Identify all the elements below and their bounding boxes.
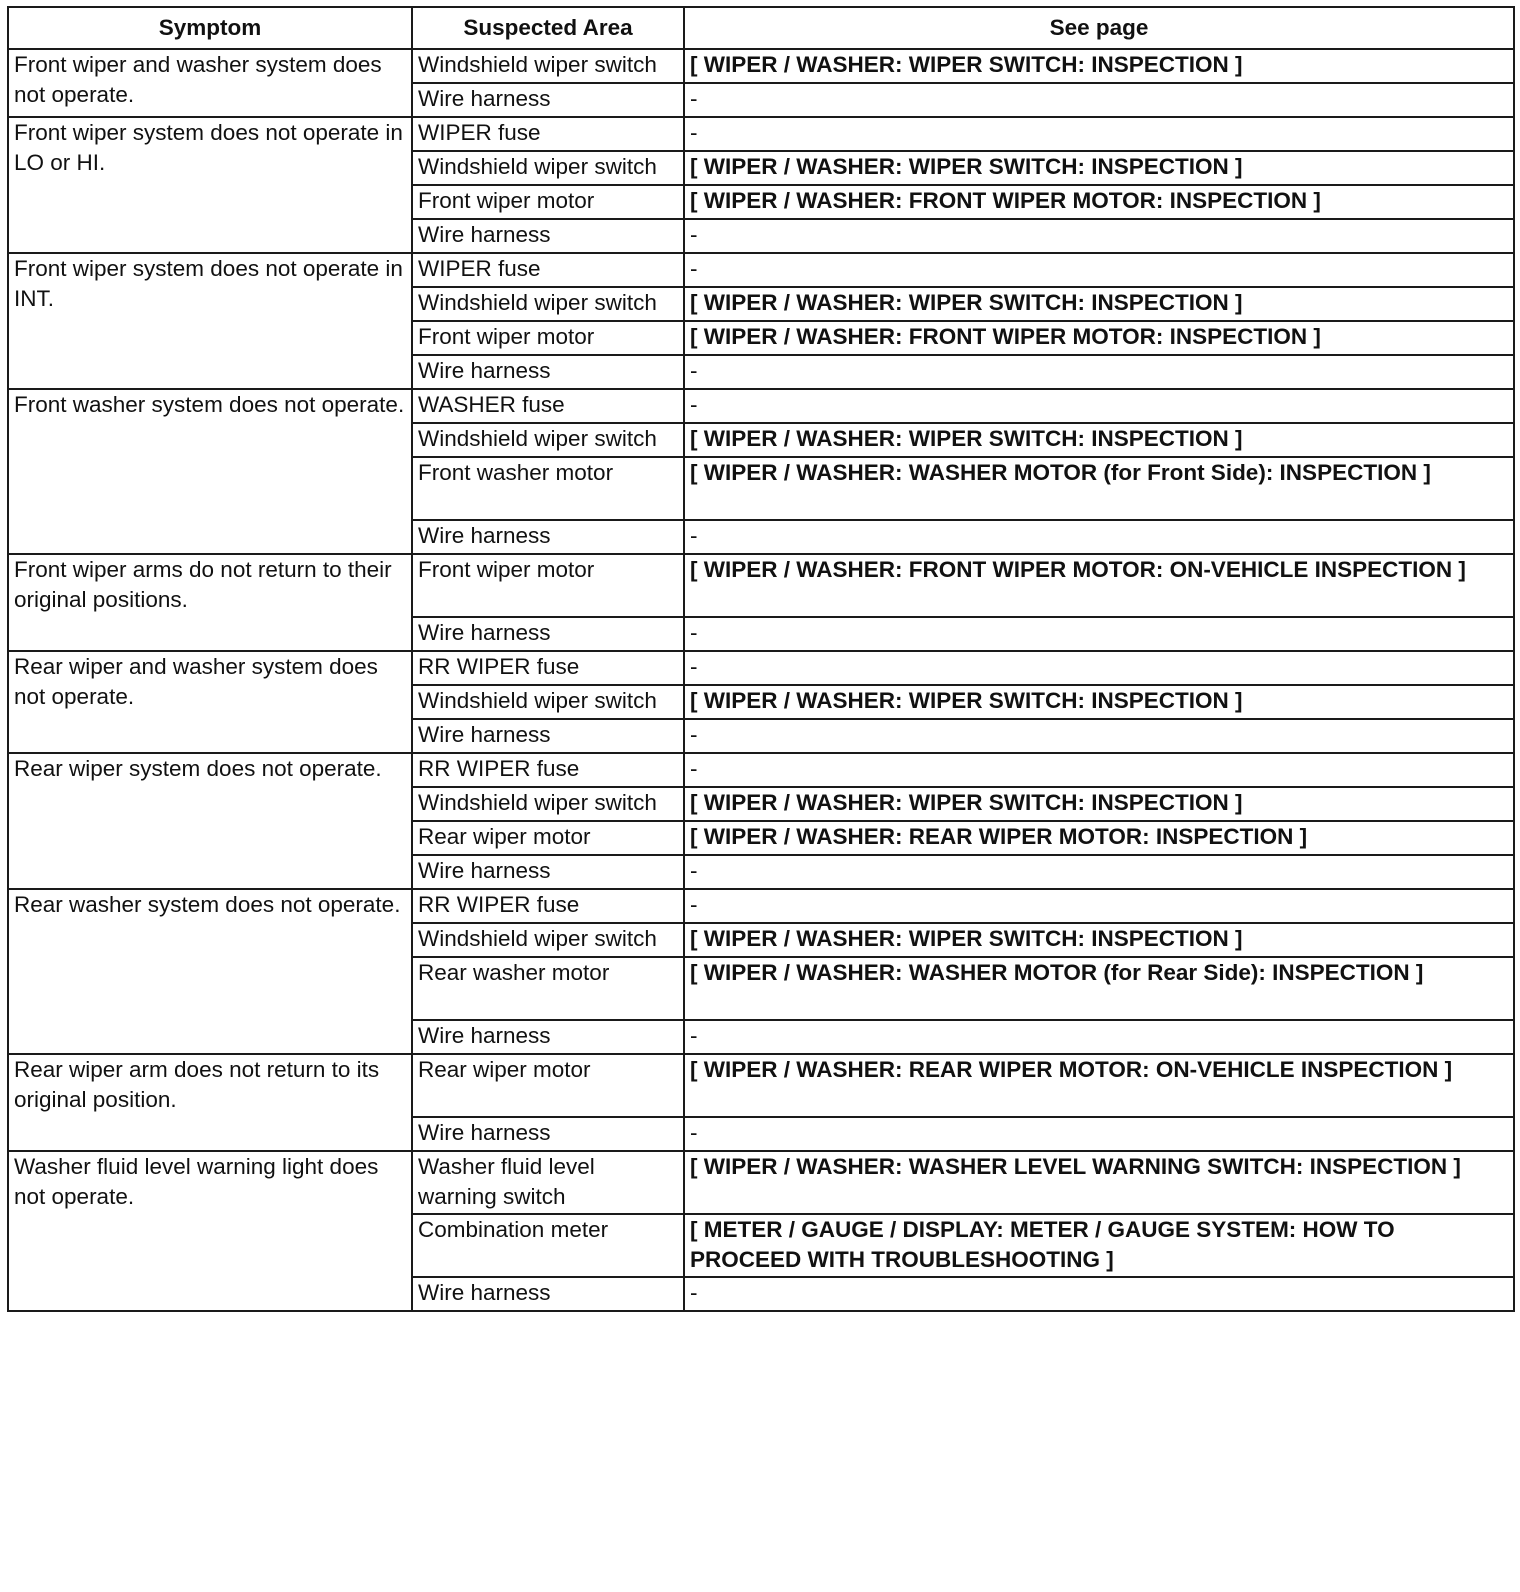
table-row — [8, 554, 1514, 617]
suspected-area-cell: Washer fluid level warning switch — [412, 1151, 684, 1214]
suspected-area-cell: Combination meter — [412, 1214, 684, 1277]
suspected-area-cell: Windshield wiper switch — [412, 151, 684, 185]
table-row — [8, 753, 1514, 787]
suspected-area-cell: Windshield wiper switch — [412, 49, 684, 83]
see-page-link[interactable]: [ WIPER / WASHER: WIPER SWITCH: INSPECTION ] — [684, 923, 1514, 957]
header-row — [8, 7, 1514, 49]
see-page-cell: - — [684, 219, 1514, 253]
see-page-link[interactable]: [ WIPER / WASHER: WASHER MOTOR (for Rear Side): INSPECTION ] — [684, 957, 1514, 1020]
see-page-link[interactable]: [ WIPER / WASHER: WIPER SWITCH: INSPECTION ] — [684, 787, 1514, 821]
suspected-area-cell: Wire harness — [412, 1020, 684, 1054]
see-page-cell: - — [684, 855, 1514, 889]
troubleshooting-table — [7, 6, 1515, 1312]
see-page-link[interactable]: [ WIPER / WASHER: WIPER SWITCH: INSPECTION ] — [684, 685, 1514, 719]
table-row — [8, 117, 1514, 151]
symptom-cell: Rear washer system does not operate. — [8, 889, 412, 1054]
see-page-link[interactable]: [ WIPER / WASHER: FRONT WIPER MOTOR: INSPECTION ] — [684, 185, 1514, 219]
see-page-cell: - — [684, 83, 1514, 117]
suspected-area-cell: WIPER fuse — [412, 117, 684, 151]
suspected-area-cell: Wire harness — [412, 219, 684, 253]
table-row — [8, 889, 1514, 923]
suspected-area-cell: Windshield wiper switch — [412, 923, 684, 957]
see-page-link[interactable]: [ WIPER / WASHER: FRONT WIPER MOTOR: ON-VEHICLE INSPECTION ] — [684, 554, 1514, 617]
suspected-area-cell: Rear washer motor — [412, 957, 684, 1020]
suspected-area-cell: Wire harness — [412, 617, 684, 651]
suspected-area-cell: Windshield wiper switch — [412, 685, 684, 719]
table-row — [8, 49, 1514, 83]
symptom-cell: Front wiper arms do not return to their original positions. — [8, 554, 412, 651]
see-page-link[interactable]: [ WIPER / WASHER: REAR WIPER MOTOR: ON-VEHICLE INSPECTION ] — [684, 1054, 1514, 1117]
suspected-area-cell: Front wiper motor — [412, 554, 684, 617]
see-page-cell: - — [684, 117, 1514, 151]
suspected-area-cell: WASHER fuse — [412, 389, 684, 423]
suspected-area-cell: Front wiper motor — [412, 185, 684, 219]
symptom-cell: Rear wiper and washer system does not operate. — [8, 651, 412, 753]
table-body — [8, 49, 1514, 1311]
suspected-area-cell: RR WIPER fuse — [412, 651, 684, 685]
see-page-cell: - — [684, 389, 1514, 423]
suspected-area-cell: Rear wiper motor — [412, 1054, 684, 1117]
suspected-area-cell: WIPER fuse — [412, 253, 684, 287]
see-page-cell: - — [684, 753, 1514, 787]
suspected-area-cell: Windshield wiper switch — [412, 423, 684, 457]
see-page-cell: - — [684, 889, 1514, 923]
suspected-area-cell: Wire harness — [412, 1277, 684, 1311]
suspected-area-cell: Front wiper motor — [412, 321, 684, 355]
symptom-cell: Rear wiper system does not operate. — [8, 753, 412, 889]
symptom-cell: Washer fluid level warning light does not operate. — [8, 1151, 412, 1311]
table-row — [8, 651, 1514, 685]
suspected-area-cell: Wire harness — [412, 83, 684, 117]
see-page-cell: - — [684, 651, 1514, 685]
suspected-area-cell: Rear wiper motor — [412, 821, 684, 855]
suspected-area-cell: Windshield wiper switch — [412, 287, 684, 321]
suspected-area-cell: RR WIPER fuse — [412, 889, 684, 923]
see-page-link[interactable]: [ WIPER / WASHER: WIPER SWITCH: INSPECTION ] — [684, 287, 1514, 321]
see-page-cell: - — [684, 719, 1514, 753]
see-page-link[interactable]: [ WIPER / WASHER: FRONT WIPER MOTOR: INSPECTION ] — [684, 321, 1514, 355]
suspected-area-cell: Front washer motor — [412, 457, 684, 520]
see-page-cell: - — [684, 253, 1514, 287]
see-page-cell: - — [684, 617, 1514, 651]
header-see-page: See page — [684, 7, 1514, 49]
suspected-area-cell: Wire harness — [412, 855, 684, 889]
symptom-cell: Front wiper and washer system does not operate. — [8, 49, 412, 117]
see-page-link[interactable]: [ WIPER / WASHER: WASHER LEVEL WARNING SWITCH: INSPECTION ] — [684, 1151, 1514, 1214]
troubleshooting-table-container — [7, 6, 1513, 1312]
see-page-link[interactable]: [ WIPER / WASHER: REAR WIPER MOTOR: INSPECTION ] — [684, 821, 1514, 855]
suspected-area-cell: RR WIPER fuse — [412, 753, 684, 787]
symptom-cell: Front washer system does not operate. — [8, 389, 412, 554]
suspected-area-cell: Windshield wiper switch — [412, 787, 684, 821]
symptom-cell: Front wiper system does not operate in LO or HI. — [8, 117, 412, 253]
symptom-cell: Rear wiper arm does not return to its original position. — [8, 1054, 412, 1151]
see-page-link[interactable]: [ WIPER / WASHER: WIPER SWITCH: INSPECTION ] — [684, 49, 1514, 83]
see-page-cell: - — [684, 520, 1514, 554]
see-page-cell: - — [684, 355, 1514, 389]
table-row — [8, 1054, 1514, 1117]
see-page-cell: - — [684, 1277, 1514, 1311]
header-symptom: Symptom — [8, 7, 412, 49]
table-row — [8, 389, 1514, 423]
suspected-area-cell: Wire harness — [412, 520, 684, 554]
suspected-area-cell: Wire harness — [412, 1117, 684, 1151]
see-page-link[interactable]: [ WIPER / WASHER: WASHER MOTOR (for Front Side): INSPECTION ] — [684, 457, 1514, 520]
see-page-link[interactable]: [ WIPER / WASHER: WIPER SWITCH: INSPECTION ] — [684, 423, 1514, 457]
see-page-link[interactable]: [ WIPER / WASHER: WIPER SWITCH: INSPECTION ] — [684, 151, 1514, 185]
header-suspected-area: Suspected Area — [412, 7, 684, 49]
see-page-cell: - — [684, 1020, 1514, 1054]
see-page-link[interactable]: [ METER / GAUGE / DISPLAY: METER / GAUGE SYSTEM: HOW TO PROCEED WITH TROUBLESHOOTING ] — [684, 1214, 1514, 1277]
table-row — [8, 1151, 1514, 1214]
suspected-area-cell: Wire harness — [412, 719, 684, 753]
symptom-cell: Front wiper system does not operate in INT. — [8, 253, 412, 389]
table-row — [8, 253, 1514, 287]
see-page-cell: - — [684, 1117, 1514, 1151]
suspected-area-cell: Wire harness — [412, 355, 684, 389]
